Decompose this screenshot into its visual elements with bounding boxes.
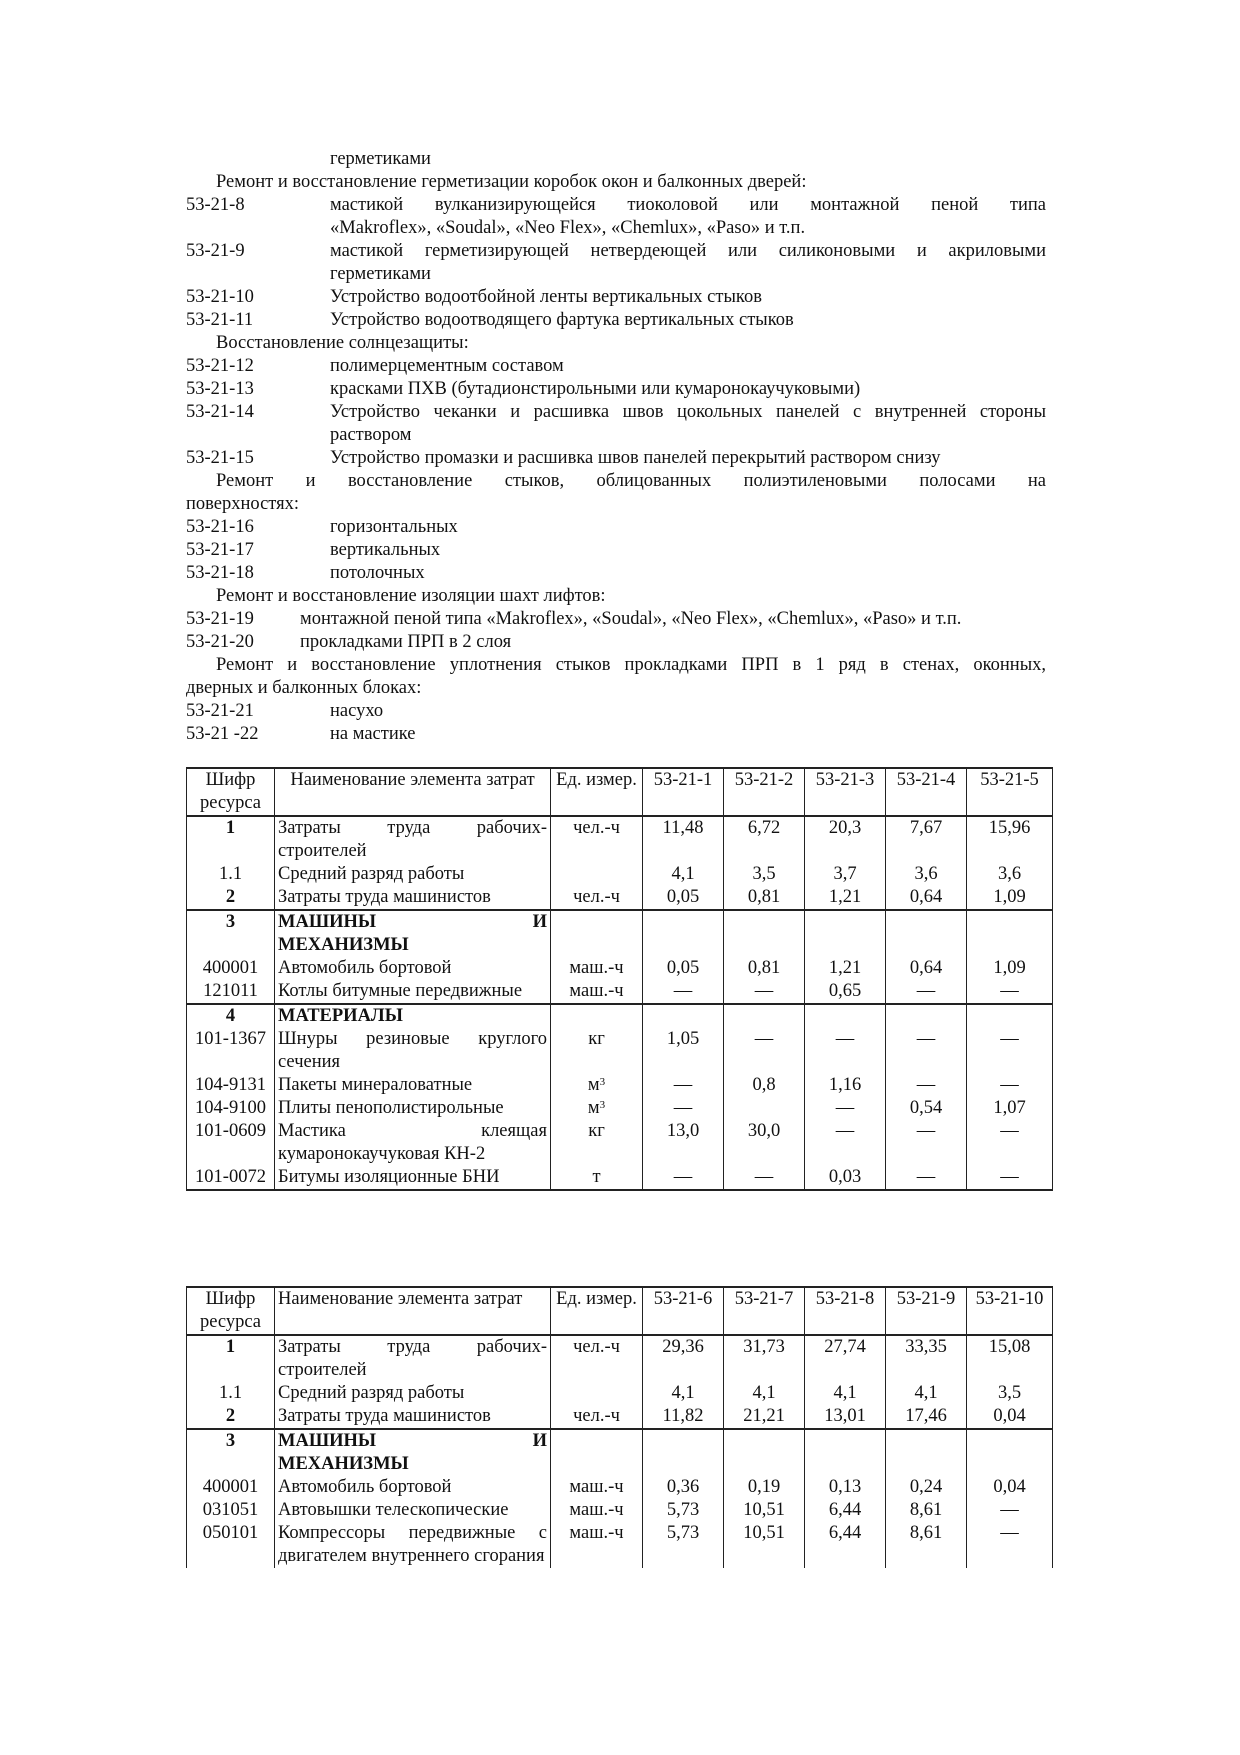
item-code: 53-21-15 bbox=[186, 448, 254, 468]
table-row: 101-1367 Шнуры резиновые круглого сечения кг 1,05 — — — — bbox=[187, 1028, 1053, 1074]
header-col: 53-21-8 bbox=[805, 1287, 886, 1335]
item-code: 53-21-10 bbox=[186, 287, 254, 307]
item-code: 53-21-16 bbox=[186, 517, 254, 537]
section-heading-cont: поверхностях: bbox=[186, 494, 300, 514]
header-code: Шифр ресурса bbox=[187, 1287, 275, 1335]
section-heading: Ремонт и восстановление изоляции шахт лифтов: bbox=[216, 586, 606, 606]
item-code: 53-21-20 bbox=[186, 632, 254, 652]
section-heading: Восстановление солнцезащиты: bbox=[216, 333, 469, 353]
table-group-row: 3 МАШИНЫ И МЕХАНИЗМЫ bbox=[187, 1429, 1053, 1476]
header-col: 53-21-4 bbox=[886, 768, 967, 816]
header-unit: Ед. измер. bbox=[551, 768, 643, 816]
header-col: 53-21-2 bbox=[724, 768, 805, 816]
header-col: 53-21-7 bbox=[724, 1287, 805, 1335]
header-name: Наименование элемента затрат bbox=[275, 768, 551, 816]
resource-table-1 bbox=[186, 767, 1053, 1191]
text-line: герметиками bbox=[330, 149, 431, 169]
list-item: 53-21-8 мастикой вулканизирующейся тиоколовой или монтажной пеной типа «Makroflex», «Soudal», «Neo Flex», «Chemlux», «Paso» и т.п. bbox=[186, 195, 1046, 238]
header-col: 53-21-1 bbox=[643, 768, 724, 816]
section-heading-cont: дверных и балконных блоках: bbox=[186, 678, 422, 698]
header-col: 53-21-6 bbox=[643, 1287, 724, 1335]
list-item: 53-21-21 насухо bbox=[186, 701, 384, 721]
list-item: 53-21-9 мастикой герметизирующей нетвердеющей или силиконовыми и акриловыми герметиками bbox=[186, 241, 1046, 284]
header-col: 53-21-10 bbox=[967, 1287, 1053, 1335]
table-row: 1.1 Средний разряд работы 4,1 4,1 4,1 4,1 3,5 bbox=[187, 1382, 1053, 1405]
list-item: 53-21-14 Устройство чеканки и расшивка швов цокольных панелей с внутренней стороны раствором bbox=[186, 402, 1046, 445]
list-item: 53-21-16 горизонтальных bbox=[186, 517, 458, 537]
table-row: 121011 Котлы битумные передвижные маш.-ч — — 0,65 — — bbox=[187, 980, 1053, 1004]
table-header-row bbox=[187, 768, 1053, 816]
item-code: 53-21-21 bbox=[186, 701, 254, 721]
item-code: 53-21-18 bbox=[186, 563, 254, 583]
item-code: 53-21-13 bbox=[186, 379, 254, 399]
list-item: 53-21-11 Устройство водоотводящего фартука вертикальных стыков bbox=[186, 310, 794, 330]
table-header-row bbox=[187, 1287, 1053, 1335]
section-heading: Ремонт и восстановление герметизации коробок окон и балконных дверей: bbox=[216, 172, 807, 192]
item-code: 53-21-19 bbox=[186, 609, 254, 629]
list-item: 53-21-20 прокладками ПРП в 2 слоя bbox=[186, 632, 512, 652]
table-group-row: 4 МАТЕРИАЛЫ bbox=[187, 1004, 1053, 1028]
item-code: 53-21-17 bbox=[186, 540, 254, 560]
item-code: 53-21-8 bbox=[186, 195, 245, 215]
document-page bbox=[186, 148, 1046, 746]
item-code: 53-21 -22 bbox=[186, 724, 259, 744]
table-row: 2 Затраты труда машинистов чел.-ч 11,82 21,21 13,01 17,46 0,04 bbox=[187, 1405, 1053, 1429]
table-row: 400001 Автомобиль бортовой маш.-ч 0,05 0,81 1,21 0,64 1,09 bbox=[187, 957, 1053, 980]
item-code: 53-21-11 bbox=[186, 310, 254, 330]
table-row: 1.1 Средний разряд работы 4,1 3,5 3,7 3,6 3,6 bbox=[187, 863, 1053, 886]
header-col: 53-21-9 bbox=[886, 1287, 967, 1335]
table-row: 1 Затраты труда рабочих-строителей чел.-ч 11,48 6,72 20,3 7,67 15,96 bbox=[187, 816, 1053, 863]
item-code: 53-21-14 bbox=[186, 402, 254, 422]
table-row: 101-0609 Мастика клеящая кумаронокаучуковая КН-2 кг 13,0 30,0 — — — bbox=[187, 1120, 1053, 1166]
list-item: 53-21-19 монтажной пеной типа «Makroflex», «Soudal», «Neo Flex», «Chemlux», «Paso» и т.п. bbox=[186, 609, 962, 629]
item-code: 53-21-12 bbox=[186, 356, 254, 376]
header-name: Наименование элемента затрат bbox=[275, 1287, 551, 1335]
table-row: 050101 Компрессоры передвижные с двигателем внутреннего сгорания маш.-ч 5,73 10,51 6,44 8,61 — bbox=[187, 1522, 1053, 1568]
table-row: 101-0072 Битумы изоляционные БНИ т — — 0,03 — — bbox=[187, 1166, 1053, 1190]
header-unit: Ед. измер. bbox=[551, 1287, 643, 1335]
table-group-row: 3 МАШИНЫ И МЕХАНИЗМЫ bbox=[187, 910, 1053, 957]
header-col: 53-21-3 bbox=[805, 768, 886, 816]
list-item: 53-21-12 полимерцементным составом bbox=[186, 356, 564, 376]
table-row: 1 Затраты труда рабочих-строителей чел.-ч 29,36 31,73 27,74 33,35 15,08 bbox=[187, 1335, 1053, 1382]
table-row: 2 Затраты труда машинистов чел.-ч 0,05 0,81 1,21 0,64 1,09 bbox=[187, 886, 1053, 910]
header-code: Шифр ресурса bbox=[187, 768, 275, 816]
table-row: 104-9131 Пакеты минераловатные $м^3$ — 0,8 1,16 — — bbox=[187, 1074, 1053, 1097]
list-item: 53-21-17 вертикальных bbox=[186, 540, 441, 560]
list-item: 53-21-10 Устройство водоотбойной ленты вертикальных стыков bbox=[186, 287, 762, 307]
list-item: 53-21 -22 на мастике bbox=[186, 724, 416, 744]
header-col: 53-21-5 bbox=[967, 768, 1053, 816]
item-code: 53-21-9 bbox=[186, 241, 245, 261]
table-row: 031051 Автовышки телескопические маш.-ч 5,73 10,51 6,44 8,61 — bbox=[187, 1499, 1053, 1522]
list-item: 53-21-13 красками ПХВ (бутадионстирольными или кумаронокаучуковыми) bbox=[186, 379, 861, 399]
list-item: 53-21-18 потолочных bbox=[186, 563, 425, 583]
table-row: 400001 Автомобиль бортовой маш.-ч 0,36 0,19 0,13 0,24 0,04 bbox=[187, 1476, 1053, 1499]
resource-table-2 bbox=[186, 1286, 1053, 1568]
table-row: 104-9100 Плиты пенополистирольные $м^3$ — — 0,54 1,07 bbox=[187, 1097, 1053, 1120]
section-heading: Ремонт и восстановление уплотнения стыков прокладками ПРП в 1 ряд в стенах, оконных, bbox=[216, 655, 1046, 675]
section-heading: Ремонт и восстановление стыков, облицованных полиэтиленовыми полосами на bbox=[216, 471, 1046, 491]
list-item: 53-21-15 Устройство промазки и расшивка швов панелей перекрытий раствором снизу bbox=[186, 448, 941, 468]
